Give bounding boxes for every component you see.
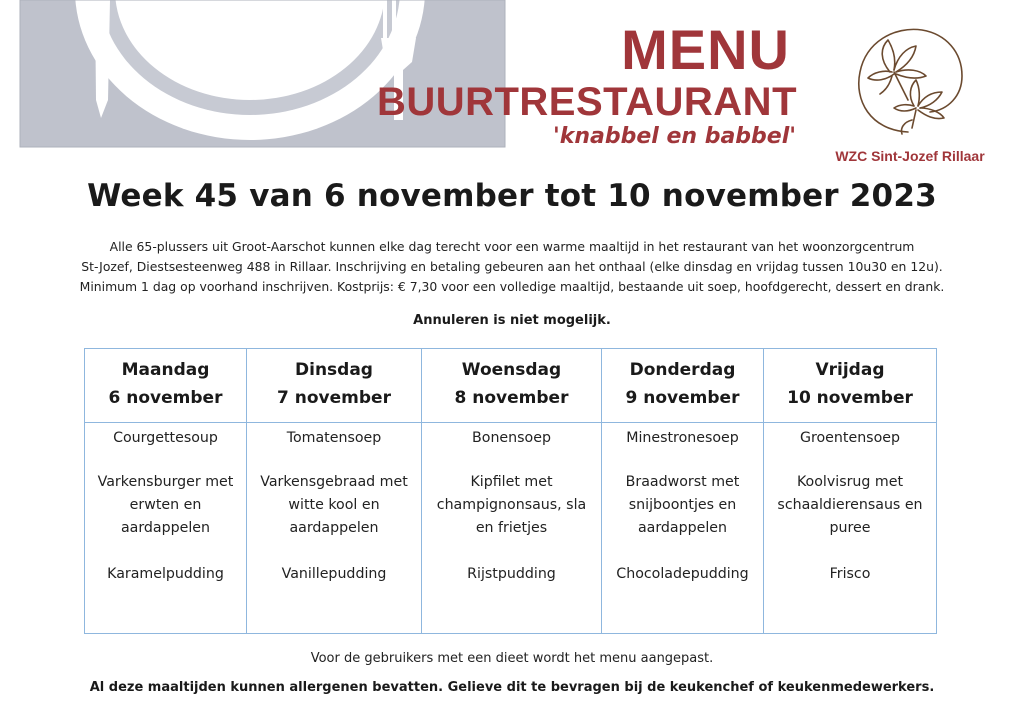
intro-line-1: Alle 65-plussers uit Groot-Aarschot kunnen elke dag terecht voor een warme maaltijd in het restaurant van het woonzorgcentrum — [109, 239, 915, 254]
main-course-item: Varkensburger met erwten en aardappelen — [97, 474, 234, 536]
main-course-item: Varkensgebraad met witte kool en aardappelen — [260, 474, 408, 536]
lily-flower-logo — [850, 20, 970, 145]
day-name: Donderdag — [629, 360, 736, 380]
cancel-notice: Annuleren is niet mogelijk. — [413, 313, 611, 328]
organization-name: WZC Sint-Jozef Rillaar — [835, 148, 985, 164]
day-column-friday — [764, 349, 936, 633]
day-column-monday — [85, 349, 247, 633]
dessert-item: Vanillepudding — [281, 566, 387, 582]
intro-line-3: Minimum 1 dag op voorhand inschrijven. Kostprijs: € 7,30 voor een volledige maaltijd, bestaande uit soep, hoofdgerecht, dessert en drank. — [79, 279, 945, 294]
main-course-item: Kipfilet met champignonsaus, sla en frietjes — [436, 474, 587, 536]
day-header — [85, 349, 246, 423]
day-date: 9 november — [625, 388, 740, 408]
allergen-note: Al deze maaltijden kunnen allergenen bevatten. Gelieve dit te bevragen bij de keukenchef of keukenmedewerkers. — [89, 680, 935, 695]
day-name: Vrijdag — [815, 360, 885, 380]
main-course-item: Braadworst met snijboontjes en aardappelen — [625, 474, 740, 536]
dessert-item: Frisco — [829, 566, 871, 582]
day-header — [602, 349, 763, 423]
day-dishes — [247, 423, 421, 633]
day-header — [764, 349, 936, 423]
restaurant-title: BUURTRESTAURANT — [376, 80, 797, 124]
dessert-item: Chocoladepudding — [616, 566, 749, 582]
menu-title: MENU — [621, 18, 790, 81]
soup-item: Tomatensoep — [286, 430, 382, 446]
soup-item: Courgettesoup — [113, 430, 218, 446]
day-name: Woensdag — [461, 360, 562, 380]
day-column-wednesday — [422, 349, 602, 633]
soup-item: Bonensoep — [472, 430, 551, 446]
week-title: Week 45 van 6 november tot 10 november 2023 — [87, 178, 937, 214]
soup-item: Minestronesoep — [626, 430, 739, 446]
dessert-item: Rijstpudding — [467, 566, 556, 582]
day-name: Maandag — [121, 360, 210, 380]
day-column-thursday — [602, 349, 764, 633]
lily-flower-icon — [850, 20, 970, 145]
day-date: 7 november — [277, 388, 391, 408]
day-dishes — [422, 423, 601, 633]
intro-text — [20, 237, 1004, 297]
day-dishes — [764, 423, 936, 633]
day-column-tuesday — [247, 349, 422, 633]
day-dishes — [85, 423, 246, 633]
day-date: 10 november — [787, 388, 913, 408]
plate-cutlery-icon — [0, 0, 520, 150]
day-dishes — [602, 423, 763, 633]
intro-line-2: St-Jozef, Diestsesteenweg 488 in Rillaar. Inschrijving en betaling gebeuren aan het onthaal (elke dinsdag en vrijdag tussen 10u30 en 12u). — [81, 259, 943, 274]
main-course-item: Koolvisrug met schaaldierensaus en puree — [777, 474, 923, 536]
day-header — [247, 349, 421, 423]
dessert-item: Karamelpudding — [107, 566, 224, 582]
tagline: 'knabbel en babbel' — [552, 124, 796, 149]
diet-note: Voor de gebruikers met een dieet wordt het menu aangepast. — [310, 651, 714, 666]
day-name: Dinsdag — [295, 360, 373, 380]
weekly-menu-table — [84, 348, 937, 634]
soup-item: Groentensoep — [799, 430, 900, 446]
day-date: 6 november — [108, 388, 223, 408]
day-date: 8 november — [454, 388, 569, 408]
day-header — [422, 349, 601, 423]
